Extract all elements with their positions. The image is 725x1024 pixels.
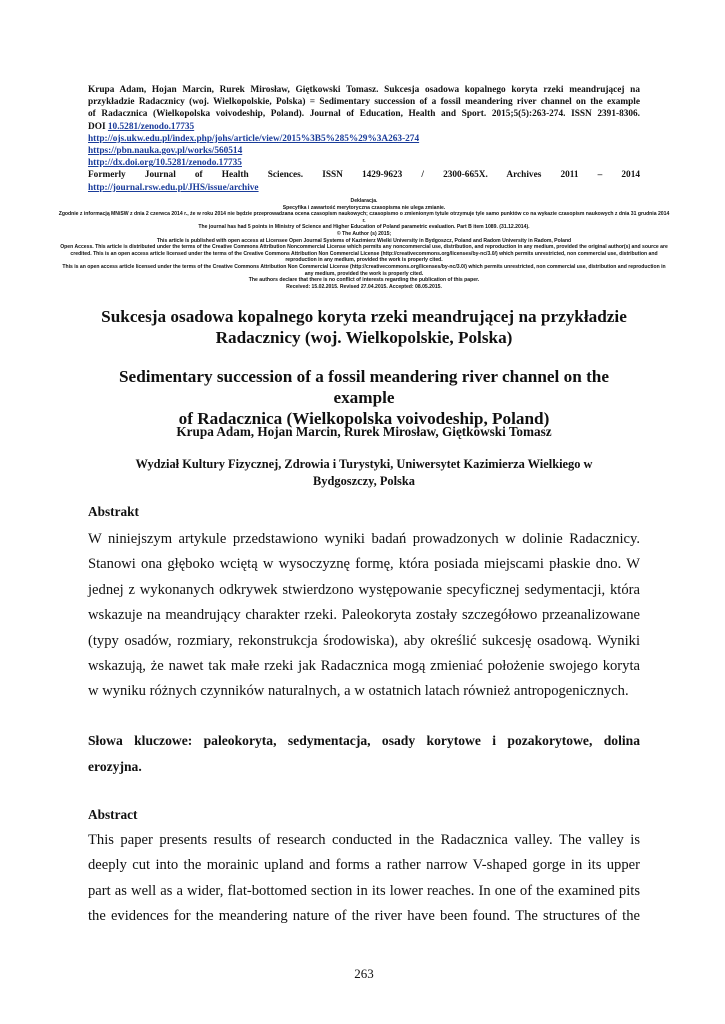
keywords <box>88 728 640 780</box>
abstrakt-heading: Abstrakt <box>88 504 139 519</box>
abstrakt-line: w wyniku różnych czynników naturalnych, a w ostatnich latach również antropogenicznych. <box>88 683 629 700</box>
abstrakt-line: jednej z wykonanych odkrywek stwierdzono występowanie specyficznej sedymentacji, która <box>88 581 640 598</box>
title-english <box>88 366 640 429</box>
doi-line <box>88 121 640 133</box>
abstract-line: This paper presents results of research conducted in the Radacznica valley. The valley is <box>88 832 640 848</box>
abstrakt-body <box>88 527 640 705</box>
declaration-line: Received: 15.02.2015. Revised 27.04.2015. Accepted: 08.05.2015. <box>286 283 442 290</box>
declaration-line: Specyfika i zawartość merytoryczna czasopisma nie ulega zmianie. <box>282 204 446 211</box>
citation-block <box>88 84 640 194</box>
citation-line: of Radacznica (Wielkopolska voivodeship, Poland). Journal of Education, Health and Sport. 2015;5(5):263-274. ISSN 2391-8306. <box>88 109 640 120</box>
keywords-line: Słowa kluczowe: paleokoryta, sedymentacja, osady korytowe i pozakorytowe, dolina <box>88 733 640 748</box>
declaration-line: Open Access. This article is distributed under the terms of the Creative Commons Attribution Noncommercial License which permits any noncommercial use, distribution, and reproduction in any medium, provided the original author(s) and source are credited. This is an open access article licensed under the terms of the Creative Commons Attribution Non Commercial License (http://creativecommons.org/licenses/by-nc/3.0/) which permits unrestricted, non commercial use, distribution and reproduction in any medium, provided the work is properly cited. <box>60 244 668 264</box>
abstract-body <box>88 828 640 930</box>
abstrakt-line: W niniejszym artykule przedstawiono wyniki badań prowadzonych w dolinie Radacznicy. <box>88 531 640 547</box>
affiliation-line: Bydgoszczy, Polska <box>313 474 415 488</box>
abstract-line: the evidences for the meandering nature of the river have been found. The structures of the <box>88 908 640 925</box>
citation-line: Krupa Adam, Hojan Marcin, Rurek Mirosław, Giętkowski Tomasz. Sukcesja osadowa kopalnego koryta rzeki meandrującej na <box>88 85 640 95</box>
keywords-line: erozyjna. <box>88 759 142 774</box>
affiliation <box>98 456 630 490</box>
declaration-line: Deklaracja. <box>350 198 378 204</box>
abstract-line: deeply cut into the morainic upland and forms a rather narrow V-shaped gorge in its upper <box>88 857 640 874</box>
declaration-line: Zgodnie z informacją MNiSW z dnia 2 czerwca 2014 r., że w roku 2014 nie będzie przeprowadzana ocena czasopism naukowych; czasopismo o zmienionym tytule otrzymuje tyle samo punktów co na wykazie czasopism naukowych z dnia 31 grudnia 2014 r. <box>58 211 670 224</box>
formerly-line: Formerly Journal of Health Sciences. ISSN 1429-9623 / 2300-665X. Archives 2011 – 2014 <box>88 170 640 181</box>
citation-line: przykładzie Radacznicy (woj. Wielkopolskie, Polska) = Sedimentary succession of a fossil meandering river channel on the example <box>88 97 640 108</box>
title-polish <box>88 306 640 348</box>
abstrakt-line: wskazują, że nawet tak małe rzeki jak Radacznica mogą zmieniać położenie swojego koryta <box>88 658 640 675</box>
pbn-link[interactable]: https://pbn.nauka.gov.pl/works/560514 <box>88 146 243 157</box>
title-polish-line: Radacznicy (woj. Wielkopolskie, Polska) <box>215 328 513 347</box>
abstrakt-line: wskazuje na meandrujący charakter rzeki. Paleokoryta zostały szczegółowo przeanalizowane <box>88 607 640 624</box>
declaration-line: The authors declare that there is no conflict of interests regarding the publication of this paper. <box>248 277 480 284</box>
affiliation-line: Wydział Kultury Fizycznej, Zdrowia i Turystyki, Uniwersytet Kazimierza Wielkiego w <box>135 457 593 471</box>
title-english-line: Sedimentary succession of a fossil meandering river channel on the example <box>119 367 609 407</box>
doi-label: DOI <box>88 121 106 132</box>
declaration-line: This article is published with open access at Licensee Open Journal Systems of Kazimierz Wielki University in Bydgoszcz, Poland and Radom University in Radom, Poland <box>156 237 572 244</box>
title-english-line: of Radacznica (Wielkopolska voivodeship, Poland) <box>178 409 550 428</box>
abstract-heading: Abstract <box>88 807 138 822</box>
abstrakt-line: Stanowi ona głęboko wciętą w wysoczyznę formę, która posiada miejscami płaskie dno. W <box>88 556 640 573</box>
title-polish-line: Sukcesja osadowa kopalnego koryta rzeki meandrującej na przykładzie <box>101 307 627 326</box>
abstrakt-line: (typy osadów, rozmiary, rekonstrukcja środowiska), aby określić sukcesję osadową. Wyniki <box>88 632 640 649</box>
archive-link[interactable]: http://journal.rsw.edu.pl/JHS/issue/archive <box>88 182 259 193</box>
authors: Krupa Adam, Hojan Marcin, Rurek Mirosław, Giętkowski Tomasz <box>176 424 552 439</box>
page-number: 263 <box>354 966 374 981</box>
declaration-block <box>58 198 670 290</box>
abstract-line: part as well as a wider, flat-bottomed section in its lower reaches. In one of the examined pits <box>88 882 640 899</box>
ojs-link[interactable]: http://ojs.ukw.edu.pl/index.php/johs/article/view/2015%3B5%285%29%3A263-274 <box>88 133 420 144</box>
declaration-line: This is an open access article licensed under the terms of the Creative Commons Attribution Non Commercial License (http://creativecommons.org/licenses/by-nc/3.0/) which permits unrestricted, non commercial use, distribution and reproduction in any medium, provided the work is properly cited. <box>62 263 666 277</box>
doi-link[interactable]: 10.5281/zenodo.17735 <box>107 121 195 132</box>
declaration-line: © The Author (s) 2015; <box>336 230 392 237</box>
dx-doi-link[interactable]: http://dx.doi.org/10.5281/zenodo.17735 <box>88 158 242 169</box>
declaration-line: The journal has had 5 points in Ministry of Science and Higher Education of Poland parametric evaluation. Part B item 1089. (31.12.2014). <box>198 224 530 231</box>
